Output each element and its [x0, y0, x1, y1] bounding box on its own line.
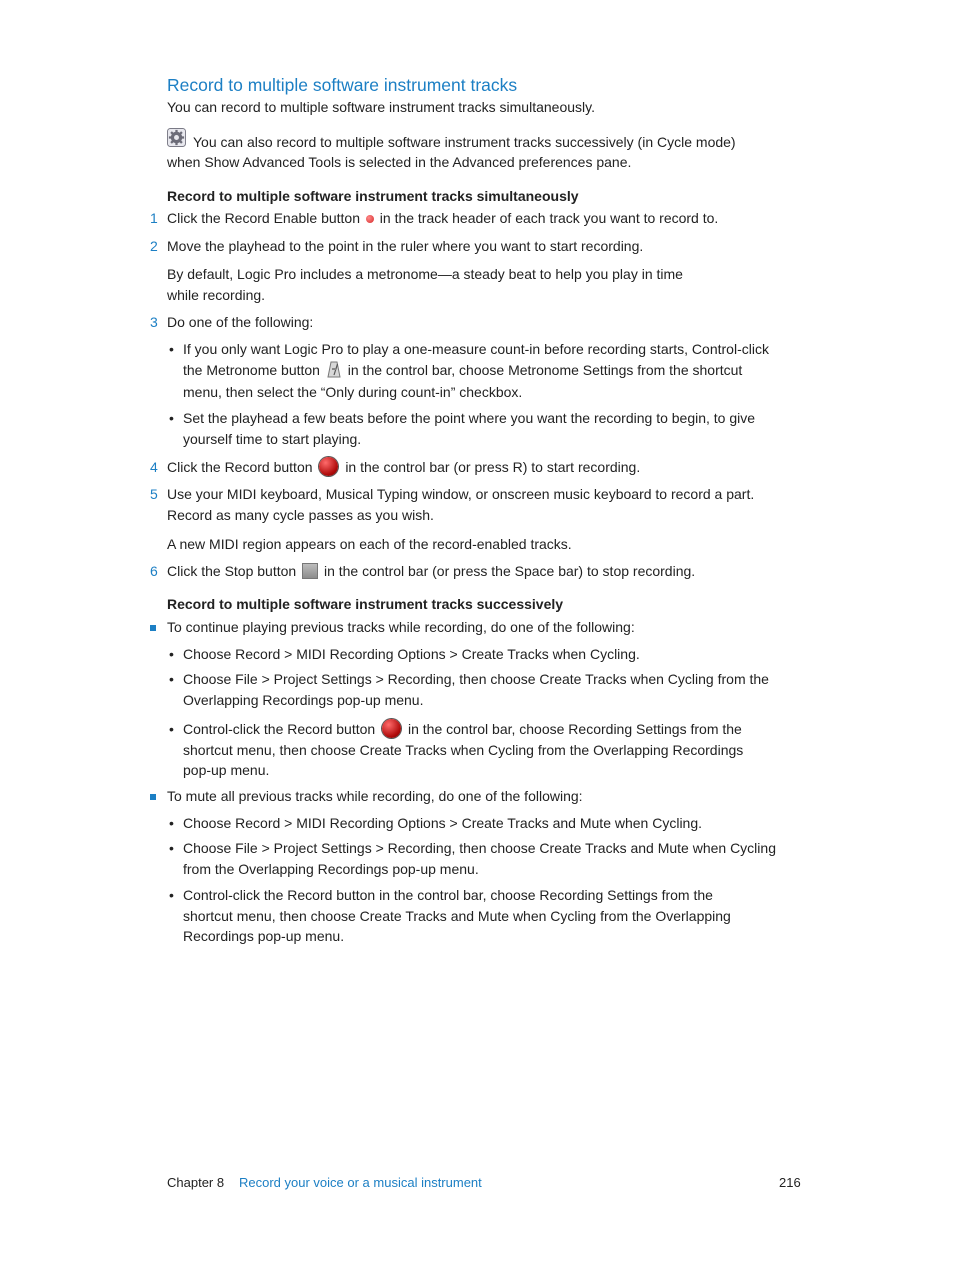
metronome-icon: [327, 361, 341, 378]
mute-bullet-2-line1: Choose File > Project Settings > Recording, then choose Create Tracks and Mute when Cycling: [183, 840, 776, 856]
mute-bullet-3-line3: Recordings pop-up menu.: [183, 928, 345, 944]
bullet-dot: •: [169, 646, 174, 662]
bullet-1-line2-after: in the control bar, choose Metronome Settings from the shortcut: [347, 362, 743, 378]
footer-chapter: Chapter 8: [167, 1175, 225, 1190]
bullet-dot: •: [169, 341, 174, 357]
step-3-bullet-1-line3: menu, then select the “Only during count-in” checkbox.: [183, 384, 523, 400]
continue-text: To continue playing previous tracks while recording, do one of the following:: [167, 619, 635, 635]
step-4-before: Click the Record button: [167, 459, 313, 475]
continue-bullet-3-line1: [183, 719, 808, 740]
simultaneous-heading: Record to multiple software instrument tracks simultaneously: [167, 188, 579, 204]
step-1-after: in the track header of each track you want to record to.: [379, 210, 719, 226]
continue-bullet-2-line2: Overlapping Recordings pop-up menu.: [183, 692, 424, 708]
advanced-note-line2: when Show Advanced Tools is selected in the Advanced preferences pane.: [167, 154, 632, 170]
mute-bullet-3-line1: Control-click the Record button in the control bar, choose Recording Settings from the: [183, 887, 713, 903]
step-4-after: in the control bar (or press R) to start recording.: [345, 459, 641, 475]
step-3-text: Do one of the following:: [167, 314, 314, 330]
bullet-dot: •: [169, 887, 174, 903]
successive-heading: Record to multiple software instrument tracks successively: [167, 596, 564, 612]
stop-button-icon: [302, 563, 318, 579]
record-enable-icon: [366, 215, 374, 223]
advanced-note-line1: You can also record to multiple software instrument tracks successively (in Cycle mode): [193, 134, 736, 150]
step-3-bullet-2-line1: Set the playhead a few beats before the point where you want the recording to begin, to give: [183, 410, 756, 426]
step-3-bullet-1-line2: [183, 360, 808, 381]
step-6-before: Click the Stop button: [167, 563, 297, 579]
continue-b3-after: in the control bar, choose Recording Settings from the: [407, 721, 742, 737]
step-1-before: Click the Record Enable button: [167, 210, 360, 226]
bullet-dot: •: [169, 815, 174, 831]
step-4-text: [167, 457, 807, 478]
step-1-text: [167, 208, 807, 229]
mute-bullet-3-line2: shortcut menu, then choose Create Tracks and Mute when Cycling from the Overlapping: [183, 908, 731, 924]
record-button-icon: [382, 719, 401, 738]
step-2-note-line2: while recording.: [167, 287, 266, 303]
bullet-1-line2-before: the Metronome button: [183, 362, 320, 378]
continue-b3-before: Control-click the Record button: [183, 721, 376, 737]
step-number: 1: [150, 210, 158, 226]
step-number: 4: [150, 459, 158, 475]
continue-bullet-2-line1: Choose File > Project Settings > Recording, then choose Create Tracks when Cycling from the: [183, 671, 769, 687]
square-bullet: [150, 625, 156, 631]
mute-bullet-2-line2: from the Overlapping Recordings pop-up menu.: [183, 861, 479, 877]
mute-bullet-1: Choose Record > MIDI Recording Options > Create Tracks and Mute when Cycling.: [183, 815, 703, 831]
step-5-line2: Record as many cycle passes as you wish.: [167, 507, 434, 523]
record-button-icon: [319, 457, 338, 476]
footer-chapter-link[interactable]: Record your voice or a musical instrument: [239, 1175, 482, 1190]
continue-bullet-1: Choose Record > MIDI Recording Options > Create Tracks when Cycling.: [183, 646, 640, 662]
bullet-dot: •: [169, 840, 174, 856]
page-number: 216: [779, 1175, 801, 1190]
step-5-line1: Use your MIDI keyboard, Musical Typing window, or onscreen music keyboard to record a part.: [167, 486, 755, 502]
step-2-text: Move the playhead to the point in the ruler where you want to start recording.: [167, 238, 644, 254]
step-6-text: [167, 561, 807, 582]
mute-text: To mute all previous tracks while recording, do one of the following:: [167, 788, 583, 804]
step-3-bullet-2-line2: yourself time to start playing.: [183, 431, 362, 447]
bullet-dot: •: [169, 671, 174, 687]
square-bullet: [150, 794, 156, 800]
step-2-note-line1: By default, Logic Pro includes a metronome—a steady beat to help you play in time: [167, 266, 683, 282]
continue-bullet-3-line2: shortcut menu, then choose Create Tracks when Cycling from the Overlapping Recordings: [183, 742, 744, 758]
step-number: 2: [150, 238, 158, 254]
step-number: 3: [150, 314, 158, 330]
continue-bullet-3-line3: pop-up menu.: [183, 762, 270, 778]
advanced-tools-gear-icon: [167, 128, 186, 147]
step-number: 6: [150, 563, 158, 579]
bullet-dot: •: [169, 410, 174, 426]
step-number: 5: [150, 486, 158, 502]
bullet-dot: •: [169, 721, 174, 737]
step-5-note: A new MIDI region appears on each of the record-enabled tracks.: [167, 536, 572, 552]
step-6-after: in the control bar (or press the Space bar) to stop recording.: [323, 563, 696, 579]
intro-text: You can record to multiple software instrument tracks simultaneously.: [167, 99, 595, 115]
section-title: Record to multiple software instrument tracks: [167, 75, 518, 95]
step-3-bullet-1-line1: If you only want Logic Pro to play a one-measure count-in before recording starts, Control-click: [183, 341, 769, 357]
